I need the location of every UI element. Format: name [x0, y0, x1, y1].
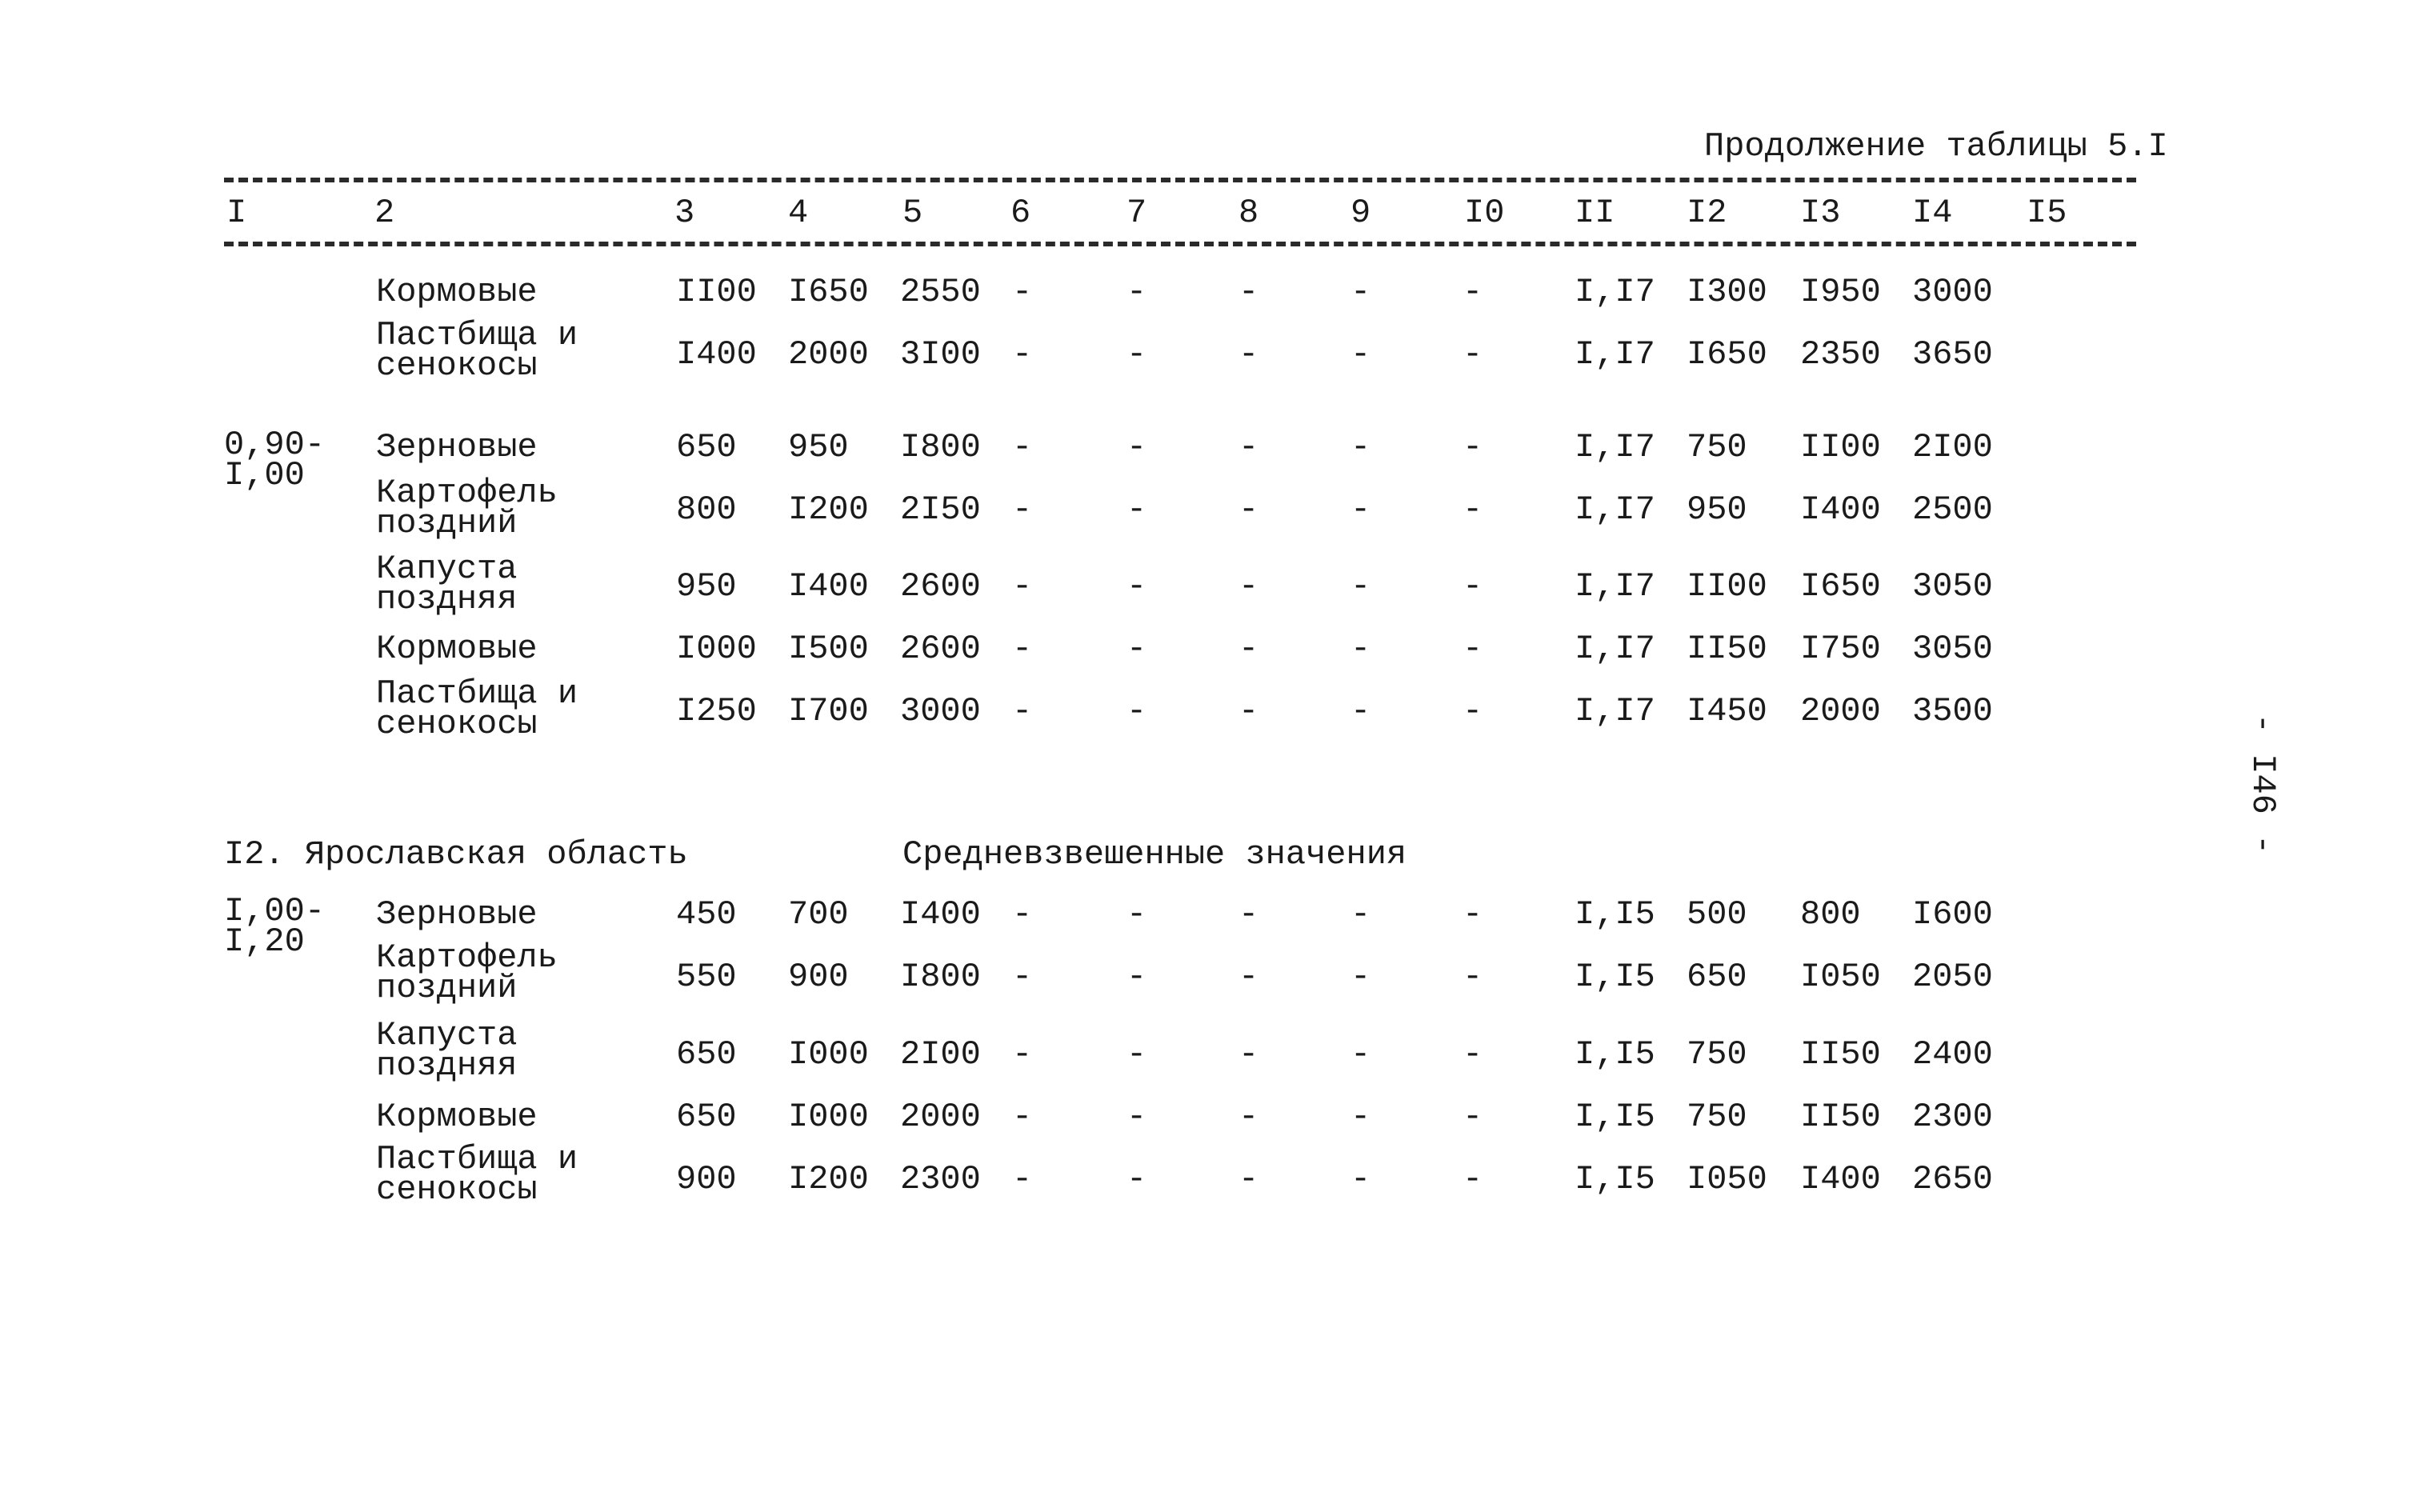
cell-col8: - [1239, 273, 1259, 311]
cell-col7: - [1126, 428, 1147, 466]
cell-col13: I400 [1800, 490, 1881, 529]
cell-col14: I600 [1912, 895, 1993, 934]
cell-col3: 450 [676, 895, 737, 934]
cell-col7: - [1126, 335, 1147, 374]
section-note: Средневзвешенные значения [902, 835, 1407, 874]
crop-label: Капуста поздняя [376, 550, 518, 618]
cell-col9: - [1351, 958, 1371, 996]
cell-col9: - [1351, 567, 1371, 606]
cell-col9: - [1351, 428, 1371, 466]
crop-label: Пастбища и сенокосы [376, 1140, 578, 1209]
cell-col7: - [1126, 958, 1147, 996]
cell-col4: I500 [788, 630, 869, 668]
cell-col11: I,I7 [1575, 335, 1655, 374]
cell-col12: II50 [1687, 630, 1767, 668]
cell-col13: II50 [1800, 1098, 1881, 1136]
cell-col9: - [1351, 1035, 1371, 1074]
cell-col14: 3650 [1912, 335, 1993, 374]
cell-col13: 2000 [1800, 692, 1881, 730]
cell-col11: I,I5 [1575, 1035, 1655, 1074]
cell-col10: - [1463, 630, 1483, 668]
cell-col6: - [1012, 1035, 1033, 1074]
cell-col11: I,I7 [1575, 490, 1655, 529]
cell-col8: - [1239, 1160, 1259, 1198]
header-dashed-rule [224, 242, 2136, 246]
cell-col8: - [1239, 958, 1259, 996]
cell-col12: I650 [1687, 335, 1767, 374]
cell-col4: I200 [788, 1160, 869, 1198]
cell-col7: - [1126, 1160, 1147, 1198]
col-header-15: I5 [2027, 194, 2067, 232]
cell-col6: - [1012, 1098, 1033, 1136]
cell-col14: 3050 [1912, 567, 1993, 606]
table-caption: Продолжение таблицы 5.I [1704, 127, 2168, 166]
crop-label: Пастбища и сенокосы [376, 316, 578, 385]
cell-col8: - [1239, 630, 1259, 668]
cell-col10: - [1463, 335, 1483, 374]
crop-label: Зерновые [376, 428, 538, 466]
cell-col3: 900 [676, 1160, 737, 1198]
col-header-7: 7 [1126, 194, 1147, 232]
cell-col7: - [1126, 895, 1147, 934]
cell-col5: 2600 [900, 630, 981, 668]
col-header-2: 2 [374, 194, 395, 232]
cell-col10: - [1463, 273, 1483, 311]
cell-col10: - [1463, 692, 1483, 730]
cell-col3: 650 [676, 1098, 737, 1136]
col-header-9: 9 [1351, 194, 1371, 232]
cell-col14: 2400 [1912, 1035, 1993, 1074]
cell-col6: - [1012, 1160, 1033, 1198]
cell-col10: - [1463, 428, 1483, 466]
cell-col4: I650 [788, 273, 869, 311]
cell-col3: 550 [676, 958, 737, 996]
cell-col9: - [1351, 692, 1371, 730]
cell-col12: 500 [1687, 895, 1747, 934]
cell-col4: I400 [788, 567, 869, 606]
cell-col5: 3I00 [900, 335, 981, 374]
cell-col3: II00 [676, 273, 757, 311]
cell-col6: - [1012, 335, 1033, 374]
cell-col5: I800 [900, 428, 981, 466]
cell-col14: 3000 [1912, 273, 1993, 311]
cell-col5: 2600 [900, 567, 981, 606]
cell-col7: - [1126, 1035, 1147, 1074]
cell-col14: 2I00 [1912, 428, 1993, 466]
cell-col9: - [1351, 335, 1371, 374]
cell-col12: 950 [1687, 490, 1747, 529]
cell-col8: - [1239, 1035, 1259, 1074]
cell-col10: - [1463, 567, 1483, 606]
cell-col9: - [1351, 273, 1371, 311]
crop-label: Картофель поздний [376, 938, 558, 1007]
cell-col11: I,I5 [1575, 1098, 1655, 1136]
col-header-10: I0 [1464, 194, 1505, 232]
cell-col14: 2500 [1912, 490, 1993, 529]
crop-label: Кормовые [376, 273, 538, 311]
cell-col7: - [1126, 692, 1147, 730]
cell-col4: I200 [788, 490, 869, 529]
cell-col7: - [1126, 490, 1147, 529]
cell-col13: I400 [1800, 1160, 1881, 1198]
cell-col8: - [1239, 428, 1259, 466]
cell-col3: 950 [676, 567, 737, 606]
col-header-4: 4 [788, 194, 809, 232]
page-number: - I46 - [2243, 713, 2282, 855]
cell-col3: 650 [676, 428, 737, 466]
cell-col13: 2350 [1800, 335, 1881, 374]
top-dashed-rule [224, 178, 2136, 182]
cell-col4: I000 [788, 1035, 869, 1074]
cell-col5: 2I00 [900, 1035, 981, 1074]
cell-col13: I050 [1800, 958, 1881, 996]
cell-col4: 700 [788, 895, 849, 934]
cell-col6: - [1012, 428, 1033, 466]
cell-col3: I400 [676, 335, 757, 374]
cell-col4: I700 [788, 692, 869, 730]
cell-col11: I,I5 [1575, 895, 1655, 934]
cell-col13: I650 [1800, 567, 1881, 606]
cell-col5: 2I50 [900, 490, 981, 529]
cell-col13: I750 [1800, 630, 1881, 668]
cell-col3: 800 [676, 490, 737, 529]
cell-col10: - [1463, 1160, 1483, 1198]
range-label: 0,90- I,00 [224, 426, 326, 494]
cell-col6: - [1012, 567, 1033, 606]
cell-col13: II50 [1800, 1035, 1881, 1074]
cell-col10: - [1463, 895, 1483, 934]
cell-col12: I300 [1687, 273, 1767, 311]
cell-col7: - [1126, 273, 1147, 311]
cell-col12: 750 [1687, 1035, 1747, 1074]
cell-col9: - [1351, 895, 1371, 934]
cell-col8: - [1239, 692, 1259, 730]
crop-label: Капуста поздняя [376, 1016, 518, 1085]
cell-col4: 2000 [788, 335, 869, 374]
cell-col5: 2300 [900, 1160, 981, 1198]
cell-col8: - [1239, 1098, 1259, 1136]
cell-col6: - [1012, 273, 1033, 311]
cell-col9: - [1351, 1098, 1371, 1136]
cell-col8: - [1239, 895, 1259, 934]
cell-col11: I,I5 [1575, 958, 1655, 996]
crop-label: Пастбища и сенокосы [376, 674, 578, 743]
cell-col8: - [1239, 567, 1259, 606]
region-heading: I2. Ярославская область [224, 835, 688, 874]
cell-col12: 750 [1687, 1098, 1747, 1136]
cell-col9: - [1351, 1160, 1371, 1198]
cell-col5: 2000 [900, 1098, 981, 1136]
cell-col6: - [1012, 958, 1033, 996]
cell-col7: - [1126, 1098, 1147, 1136]
cell-col5: I800 [900, 958, 981, 996]
cell-col12: I450 [1687, 692, 1767, 730]
cell-col14: 3050 [1912, 630, 1993, 668]
cell-col11: I,I7 [1575, 630, 1655, 668]
cell-col6: - [1012, 490, 1033, 529]
cell-col14: 2050 [1912, 958, 1993, 996]
cell-col11: I,I7 [1575, 428, 1655, 466]
cell-col7: - [1126, 630, 1147, 668]
crop-label: Зерновые [376, 895, 538, 934]
cell-col11: I,I7 [1575, 692, 1655, 730]
crop-label: Кормовые [376, 630, 538, 668]
col-header-3: 3 [674, 194, 695, 232]
col-header-1: I [226, 194, 247, 232]
cell-col6: - [1012, 630, 1033, 668]
cell-col14: 3500 [1912, 692, 1993, 730]
cell-col4: 950 [788, 428, 849, 466]
cell-col11: I,I7 [1575, 567, 1655, 606]
cell-col5: I400 [900, 895, 981, 934]
cell-col10: - [1463, 958, 1483, 996]
cell-col8: - [1239, 335, 1259, 374]
col-header-12: I2 [1687, 194, 1727, 232]
col-header-13: I3 [1800, 194, 1841, 232]
cell-col5: 2550 [900, 273, 981, 311]
cell-col8: - [1239, 490, 1259, 529]
col-header-14: I4 [1912, 194, 1953, 232]
cell-col3: I250 [676, 692, 757, 730]
col-header-6: 6 [1010, 194, 1031, 232]
crop-label: Картофель поздний [376, 474, 558, 542]
cell-col13: II00 [1800, 428, 1881, 466]
cell-col12: II00 [1687, 567, 1767, 606]
cell-col6: - [1012, 692, 1033, 730]
crop-label: Кормовые [376, 1098, 538, 1136]
cell-col10: - [1463, 490, 1483, 529]
cell-col5: 3000 [900, 692, 981, 730]
cell-col9: - [1351, 630, 1371, 668]
col-header-8: 8 [1239, 194, 1259, 232]
cell-col12: 750 [1687, 428, 1747, 466]
cell-col11: I,I7 [1575, 273, 1655, 311]
cell-col6: - [1012, 895, 1033, 934]
cell-col7: - [1126, 567, 1147, 606]
cell-col13: 800 [1800, 895, 1861, 934]
cell-col10: - [1463, 1098, 1483, 1136]
cell-col11: I,I5 [1575, 1160, 1655, 1198]
cell-col3: I000 [676, 630, 757, 668]
cell-col4: 900 [788, 958, 849, 996]
cell-col12: 650 [1687, 958, 1747, 996]
cell-col9: - [1351, 490, 1371, 529]
cell-col13: I950 [1800, 273, 1881, 311]
cell-col10: - [1463, 1035, 1483, 1074]
col-header-5: 5 [902, 194, 923, 232]
cell-col12: I050 [1687, 1160, 1767, 1198]
cell-col14: 2300 [1912, 1098, 1993, 1136]
cell-col4: I000 [788, 1098, 869, 1136]
cell-col3: 650 [676, 1035, 737, 1074]
range-label: I,00- I,20 [224, 892, 326, 961]
cell-col14: 2650 [1912, 1160, 1993, 1198]
col-header-11: II [1575, 194, 1615, 232]
